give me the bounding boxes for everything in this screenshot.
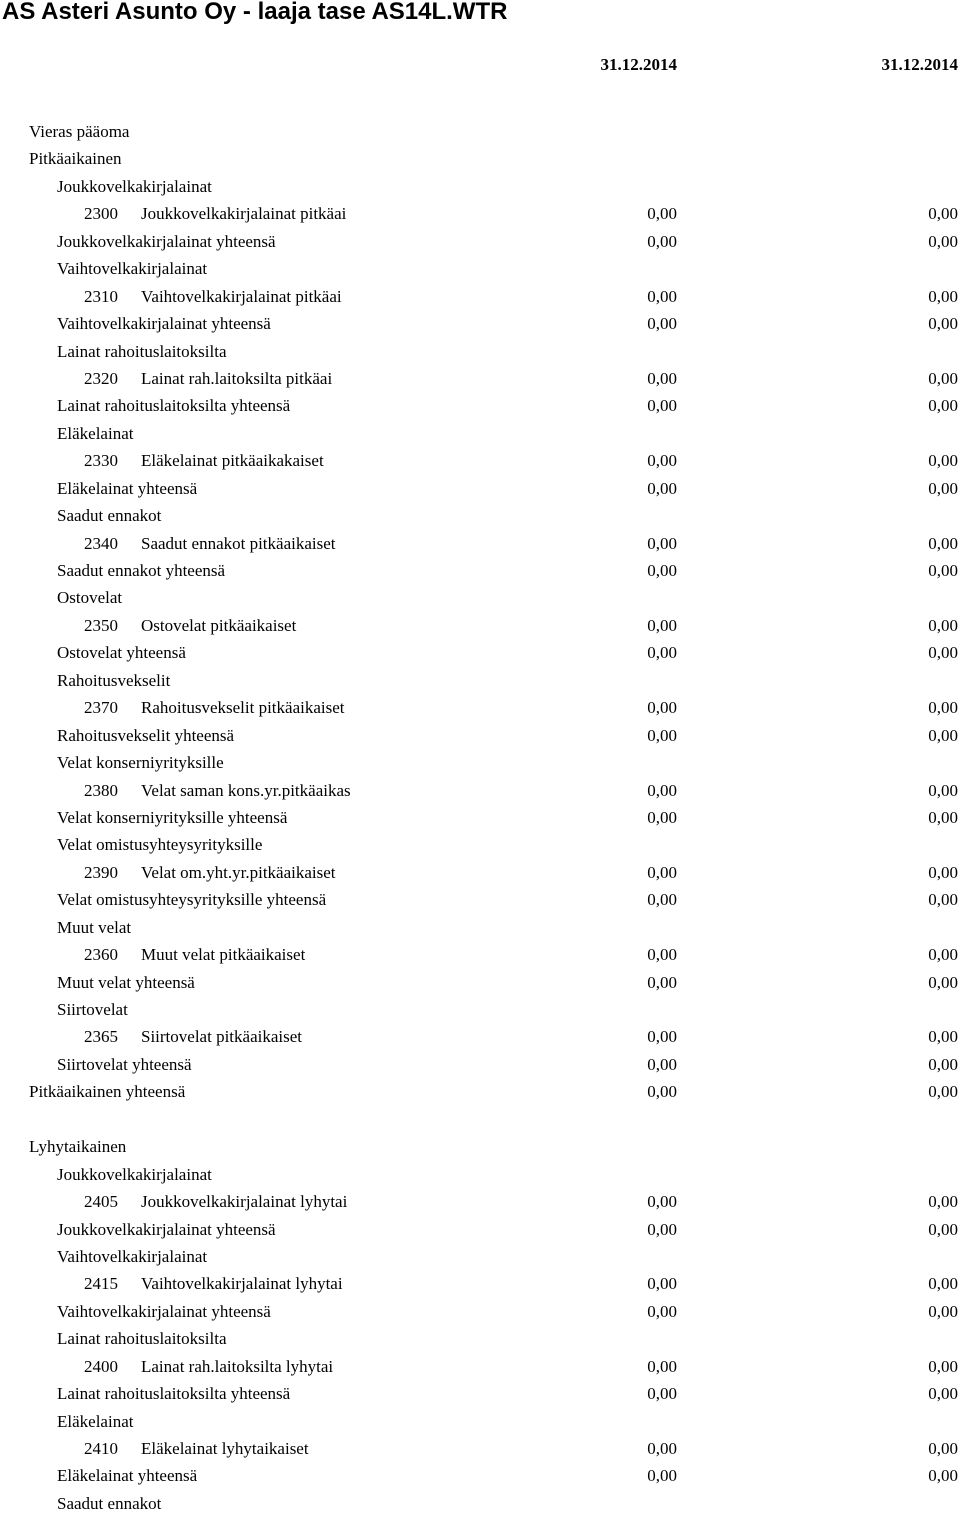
value-comparison: 0,00 — [928, 204, 958, 224]
value-current: 0,00 — [647, 615, 677, 635]
value-comparison: 0,00 — [928, 533, 958, 553]
section-heading: Lyhytaikainen — [29, 1137, 127, 1157]
group-heading-row — [0, 667, 960, 694]
value-current: 0,00 — [647, 1192, 677, 1212]
value-current: 0,00 — [647, 1384, 677, 1404]
group-heading-row — [0, 996, 960, 1023]
column-header-current-period: 31.12.2014 — [600, 55, 677, 74]
value-current: 0,00 — [647, 1219, 677, 1239]
group-heading: Vaihtovelkakirjalainat — [57, 1246, 208, 1266]
value-current: 0,00 — [647, 1301, 677, 1321]
section-heading: Pitkäaikainen — [29, 149, 122, 169]
group-total-row — [0, 1380, 960, 1407]
account-name: Muut velat pitkäaikaiset — [141, 945, 306, 965]
group-heading: Ostovelat — [57, 588, 123, 608]
account-code: 2400 — [84, 1356, 118, 1376]
group-heading: Saadut ennakot — [57, 506, 162, 526]
value-current: 0,00 — [647, 725, 677, 745]
account-code: 2310 — [84, 286, 118, 306]
group-heading: Eläkelainat — [57, 1411, 134, 1431]
account-code: 2365 — [84, 1027, 118, 1047]
group-total-label: Joukkovelkakirjalainat yhteensä — [57, 231, 276, 251]
value-comparison: 0,00 — [928, 725, 958, 745]
group-total-label: Lainat rahoituslaitoksilta yhteensä — [57, 1384, 291, 1404]
value-current: 0,00 — [647, 1356, 677, 1376]
group-heading-row — [0, 749, 960, 776]
group-heading-row — [0, 1408, 960, 1435]
account-row — [0, 283, 960, 310]
value-comparison: 0,00 — [928, 1274, 958, 1294]
value-comparison: 0,00 — [928, 807, 958, 827]
account-code: 2380 — [84, 780, 118, 800]
account-name: Joukkovelkakirjalainat lyhytai — [141, 1192, 348, 1212]
section-heading-row — [0, 118, 960, 145]
group-heading: Saadut ennakot — [57, 1493, 162, 1513]
account-code: 2410 — [84, 1439, 118, 1458]
value-current: 0,00 — [647, 972, 677, 992]
account-code: 2340 — [84, 533, 118, 553]
value-current: 0,00 — [647, 643, 677, 663]
group-total-label: Siirtovelat yhteensä — [57, 1054, 192, 1074]
account-row — [0, 612, 960, 639]
account-row — [0, 1353, 960, 1380]
group-heading: Rahoitusvekselit — [57, 670, 171, 690]
group-heading: Lainat rahoituslaitoksilta — [57, 341, 227, 361]
account-code: 2390 — [84, 862, 118, 882]
account-name: Rahoitusvekselit pitkäaikaiset — [141, 698, 345, 718]
account-code: 2415 — [84, 1274, 118, 1294]
value-comparison: 0,00 — [928, 643, 958, 663]
account-row — [0, 1435, 960, 1462]
account-code: 2350 — [84, 615, 118, 635]
account-name: Vaihtovelkakirjalainat lyhytai — [141, 1274, 343, 1294]
group-heading-row — [0, 914, 960, 941]
section-total-row — [0, 1078, 960, 1105]
blank-row — [0, 1106, 960, 1133]
account-name: Velat saman kons.yr.pitkäaikas — [141, 780, 351, 800]
group-total-label: Vaihtovelkakirjalainat yhteensä — [57, 314, 271, 334]
account-name: Joukkovelkakirjalainat pitkäai — [141, 204, 347, 224]
account-name: Siirtovelat pitkäaikaiset — [141, 1027, 302, 1047]
value-comparison: 0,00 — [928, 1054, 958, 1074]
group-total-row — [0, 1216, 960, 1243]
account-name: Eläkelainat lyhytaikaiset — [141, 1439, 309, 1458]
group-heading: Lainat rahoituslaitoksilta — [57, 1329, 227, 1349]
group-total-row — [0, 475, 960, 502]
value-current: 0,00 — [647, 1082, 677, 1102]
value-comparison: 0,00 — [928, 451, 958, 471]
value-current: 0,00 — [647, 1274, 677, 1294]
section-heading-row — [0, 145, 960, 172]
group-total-row — [0, 557, 960, 584]
group-total-label: Eläkelainat yhteensä — [57, 478, 198, 498]
value-current: 0,00 — [647, 1054, 677, 1074]
account-code: 2330 — [84, 451, 118, 471]
group-heading-row — [0, 502, 960, 529]
value-comparison: 0,00 — [928, 478, 958, 498]
value-comparison: 0,00 — [928, 396, 958, 416]
value-comparison: 0,00 — [928, 368, 958, 388]
value-current: 0,00 — [647, 1027, 677, 1047]
value-comparison: 0,00 — [928, 862, 958, 882]
value-comparison: 0,00 — [928, 1439, 958, 1458]
account-name: Velat om.yht.yr.pitkäaikaiset — [141, 862, 336, 882]
group-heading-row — [0, 255, 960, 282]
value-comparison: 0,00 — [928, 1356, 958, 1376]
account-row — [0, 530, 960, 557]
group-heading: Joukkovelkakirjalainat — [57, 1164, 212, 1184]
value-current: 0,00 — [647, 368, 677, 388]
group-total-label: Vaihtovelkakirjalainat yhteensä — [57, 1301, 271, 1321]
group-total-row — [0, 228, 960, 255]
value-comparison: 0,00 — [928, 1466, 958, 1486]
value-current: 0,00 — [647, 780, 677, 800]
value-current: 0,00 — [647, 862, 677, 882]
group-heading: Siirtovelat — [57, 1000, 128, 1019]
account-name: Lainat rah.laitoksilta pitkäai — [141, 368, 333, 388]
report-title: AS Asteri Asunto Oy - laaja tase AS14L.WTR — [2, 0, 508, 25]
account-row — [0, 365, 960, 392]
group-total-label: Muut velat yhteensä — [57, 972, 195, 992]
value-comparison: 0,00 — [928, 945, 958, 965]
value-comparison: 0,00 — [928, 1301, 958, 1321]
account-row — [0, 1023, 960, 1050]
group-total-row — [0, 722, 960, 749]
value-comparison: 0,00 — [928, 890, 958, 910]
value-comparison: 0,00 — [928, 780, 958, 800]
account-row — [0, 694, 960, 721]
value-comparison: 0,00 — [928, 615, 958, 635]
group-total-row — [0, 392, 960, 419]
group-total-row — [0, 886, 960, 913]
group-total-row — [0, 1298, 960, 1325]
group-heading-row — [0, 1161, 960, 1188]
group-heading: Velat konserniyrityksille — [57, 753, 224, 773]
section-heading-row — [0, 1133, 960, 1160]
group-total-label: Joukkovelkakirjalainat yhteensä — [57, 1219, 276, 1239]
group-heading: Muut velat — [57, 917, 132, 937]
value-current: 0,00 — [647, 561, 677, 580]
value-comparison: 0,00 — [928, 972, 958, 992]
group-heading-row — [0, 338, 960, 365]
account-code: 2405 — [84, 1192, 118, 1212]
section-heading: Vieras pääoma — [29, 122, 130, 141]
value-current: 0,00 — [647, 807, 677, 827]
value-current: 0,00 — [647, 890, 677, 910]
account-row — [0, 200, 960, 227]
value-current: 0,00 — [647, 231, 677, 251]
account-name: Eläkelainat pitkäaikakaiset — [141, 451, 324, 471]
group-heading-row — [0, 420, 960, 447]
account-row — [0, 447, 960, 474]
account-row — [0, 941, 960, 968]
group-heading: Vaihtovelkakirjalainat — [57, 259, 208, 279]
group-total-label: Lainat rahoituslaitoksilta yhteensä — [57, 396, 291, 416]
column-header-comparison-period: 31.12.2014 — [881, 55, 958, 74]
account-row — [0, 1188, 960, 1215]
account-row — [0, 777, 960, 804]
account-row — [0, 859, 960, 886]
group-total-label: Ostovelat yhteensä — [57, 643, 186, 663]
account-name: Vaihtovelkakirjalainat pitkäai — [141, 286, 342, 306]
group-total-row — [0, 1462, 960, 1489]
account-code: 2370 — [84, 698, 118, 718]
value-current: 0,00 — [647, 478, 677, 498]
account-name: Saadut ennakot pitkäaikaiset — [141, 533, 336, 553]
balance-sheet-rows — [0, 118, 960, 1517]
group-heading-row — [0, 173, 960, 200]
value-current: 0,00 — [647, 698, 677, 718]
group-heading-row — [0, 831, 960, 858]
value-comparison: 0,00 — [928, 286, 958, 306]
group-total-row — [0, 804, 960, 831]
value-comparison: 0,00 — [928, 1082, 958, 1102]
group-total-row — [0, 310, 960, 337]
group-heading-row — [0, 1325, 960, 1352]
value-current: 0,00 — [647, 1439, 677, 1458]
group-total-row — [0, 1051, 960, 1078]
group-heading: Velat omistusyhteysyrityksille — [57, 835, 263, 855]
group-heading-row — [0, 1490, 960, 1517]
group-total-label: Eläkelainat yhteensä — [57, 1466, 198, 1486]
group-heading: Joukkovelkakirjalainat — [57, 176, 212, 196]
account-code: 2320 — [84, 368, 118, 388]
group-total-label: Velat konserniyrityksille yhteensä — [57, 807, 288, 827]
value-current: 0,00 — [647, 1466, 677, 1486]
value-current: 0,00 — [647, 533, 677, 553]
value-current: 0,00 — [647, 451, 677, 471]
value-comparison: 0,00 — [928, 698, 958, 718]
group-total-row — [0, 639, 960, 666]
value-current: 0,00 — [647, 314, 677, 334]
value-current: 0,00 — [647, 396, 677, 416]
value-comparison: 0,00 — [928, 1027, 958, 1047]
value-comparison: 0,00 — [928, 231, 958, 251]
group-total-label: Saadut ennakot yhteensä — [57, 561, 226, 580]
value-comparison: 0,00 — [928, 1219, 958, 1239]
group-total-row — [0, 969, 960, 996]
account-name: Ostovelat pitkäaikaiset — [141, 615, 297, 635]
value-current: 0,00 — [647, 204, 677, 224]
group-heading-row — [0, 1243, 960, 1270]
value-comparison: 0,00 — [928, 1384, 958, 1404]
account-name: Lainat rah.laitoksilta lyhytai — [141, 1356, 334, 1376]
value-comparison: 0,00 — [928, 1192, 958, 1212]
account-code: 2360 — [84, 945, 118, 965]
group-total-label: Velat omistusyhteysyrityksille yhteensä — [57, 890, 327, 910]
value-comparison: 0,00 — [928, 561, 958, 580]
value-current: 0,00 — [647, 286, 677, 306]
group-heading: Eläkelainat — [57, 423, 134, 443]
group-heading-row — [0, 584, 960, 611]
account-row — [0, 1270, 960, 1297]
value-current: 0,00 — [647, 945, 677, 965]
section-total-label: Pitkäaikainen yhteensä — [29, 1082, 186, 1102]
group-total-label: Rahoitusvekselit yhteensä — [57, 725, 235, 745]
value-comparison: 0,00 — [928, 314, 958, 334]
account-code: 2300 — [84, 204, 118, 224]
